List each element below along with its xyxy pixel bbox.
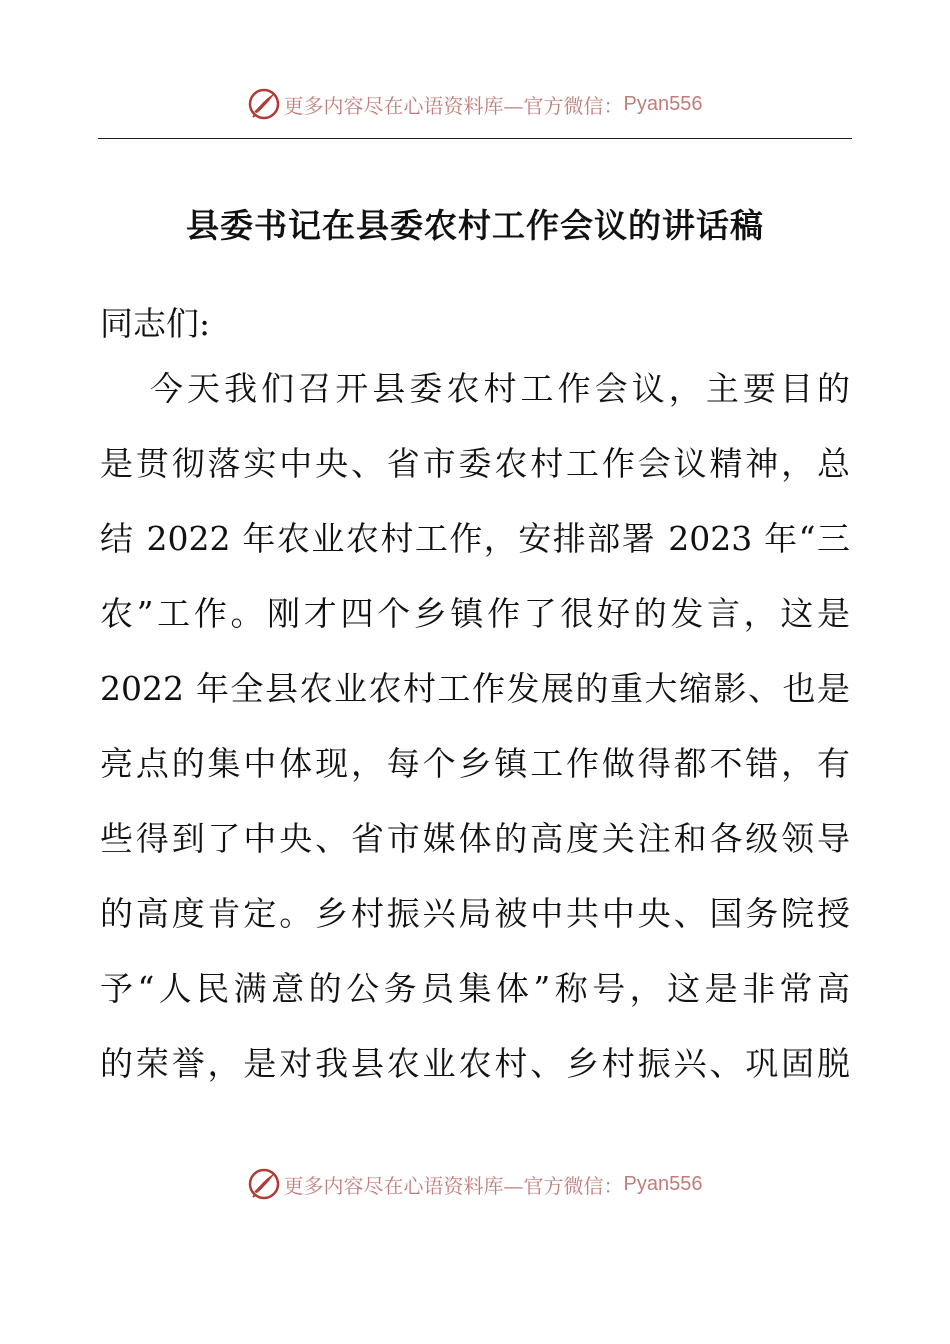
body-line: 些得到了中央、省市媒体的高度关注和各级领导 (100, 819, 850, 858)
header-divider (98, 138, 852, 139)
body-line: 是贯彻落实中央、省市委农村工作会议精神，总 (100, 444, 850, 483)
document-title: 县委书记在县委农村工作会议的讲话稿 (186, 206, 764, 245)
body-line: 今天我们召开县委农村工作会议，主要目的 (150, 369, 850, 408)
body-line: 2022 年全县农业农村工作发展的重大缩影、也是 (100, 669, 850, 708)
body-line: 亮点的集中体现，每个乡镇工作做得都不错，有 (100, 744, 850, 783)
footer-banner-wechat-id: Pyan556 (623, 1172, 703, 1195)
header-banner-wechat-id: Pyan556 (623, 92, 703, 115)
body-line: 的荣誉，是对我县农业农村、乡村振兴、巩固脱 (100, 1044, 850, 1083)
header-banner-text: 更多内容尽在心语资料库—官方微信： (283, 93, 624, 118)
footer-banner-text: 更多内容尽在心语资料库—官方微信： (283, 1173, 624, 1198)
document-body (100, 358, 850, 1108)
body-line: 予“人民满意的公务员集体”称号，这是非常高 (100, 969, 850, 1008)
quill-pen-logo-icon (248, 88, 280, 120)
header-banner (0, 86, 950, 122)
body-line: 农”工作。刚才四个乡镇作了很好的发言，这是 (100, 594, 850, 633)
footer-banner (0, 1166, 950, 1202)
body-line: 结 2022 年农业农村工作，安排部署 2023 年“三 (100, 519, 850, 558)
salutation: 同志们: (100, 304, 211, 343)
quill-pen-logo-icon (248, 1168, 280, 1200)
body-line: 的高度肯定。乡村振兴局被中共中央、国务院授 (100, 894, 850, 933)
